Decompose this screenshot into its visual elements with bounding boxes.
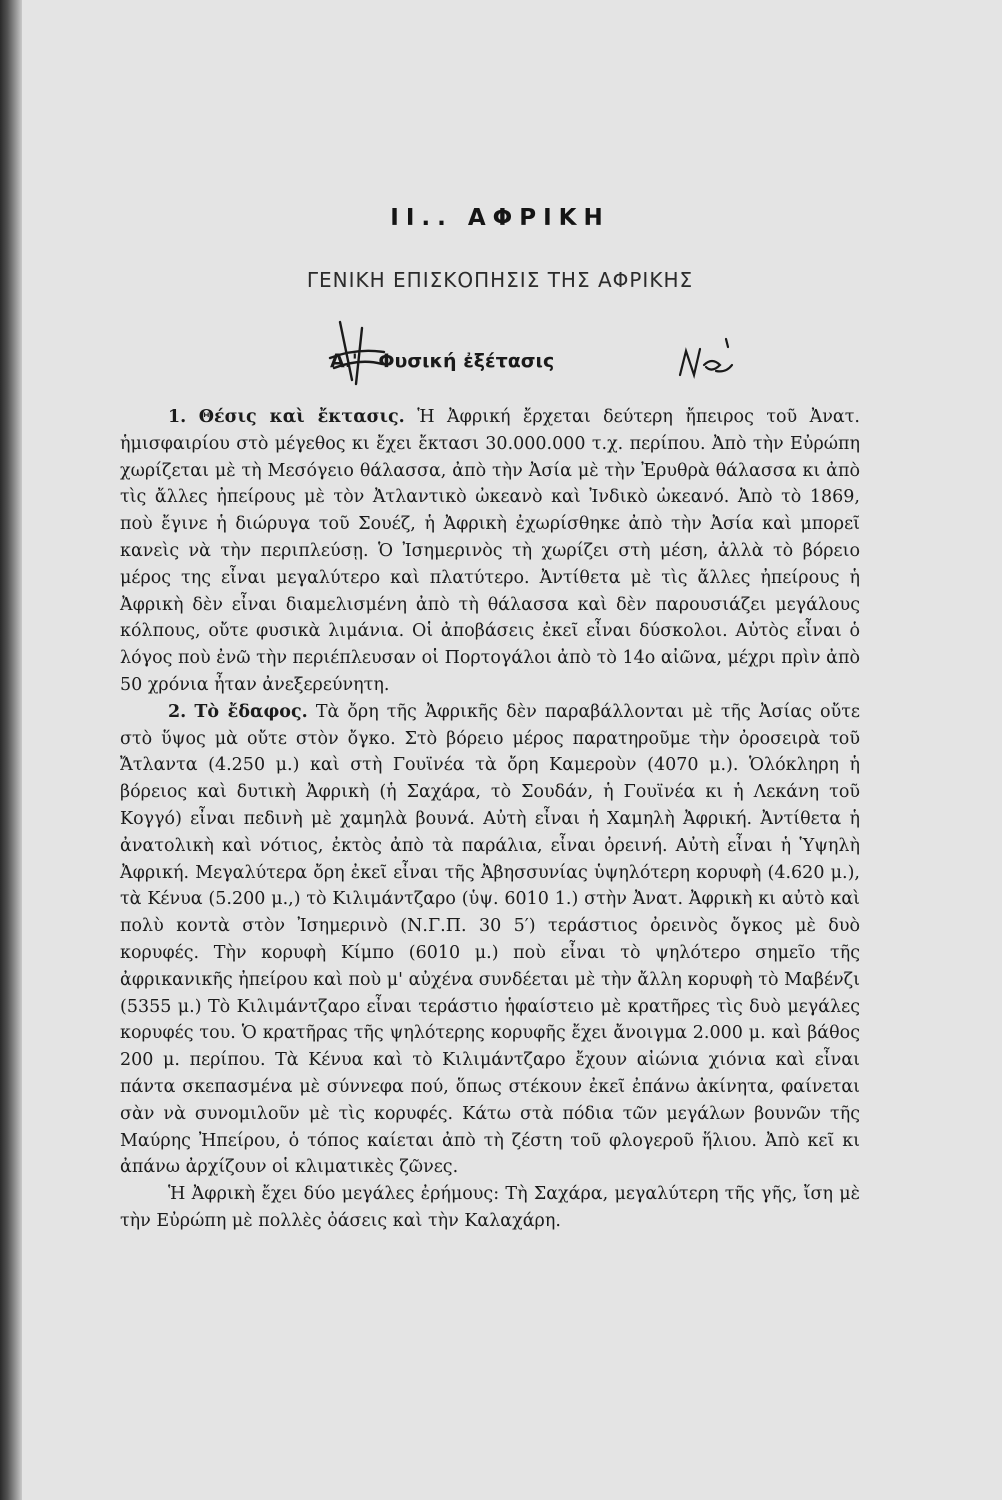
paragraph-heading: Τὸ ἔδαφος.	[194, 701, 308, 722]
chapter-title: ΙΙ.. ΑΦΡΙΚΗ	[390, 205, 610, 231]
paragraph-text: Ἡ Ἀφρική ἔρχεται δεύτερη ἤπειρος τοῦ Ἀνατ. ἡμισφαιρίου στὸ μέγεθος κι ἔχει ἔκτασι 30.000.000 τ.χ. περίπου. Ἀπὸ τὴν Εὐρώπη χωρίζεται μὲ τὴ Μεσόγειο θάλασσα, ἀπὸ τὴν Ἀσία μὲ τὴν Ἐρυθρὰ θάλασσα κι ἀπὸ τὶς ἄλλες ἠπείρους μὲ τὸν Ἀτλαντικὸ ὠκεανὸ καὶ Ἰνδικὸ ὠκεανό. Ἀπὸ τὸ 1869, ποὺ ἔγινε ἡ διώρυγα τοῦ Σουέζ, ἡ Ἀφρικὴ ἐχωρίσθηκε ἀπὸ τὴν Ἀσία καὶ μπορεῖ κανεὶς νὰ τὴν περιπλεύσῃ. Ὁ Ἰσημερινὸς τὴ χωρίζει στὴ μέση, ἀλλὰ τὸ βόρειο μέρος της εἶναι μεγαλύτερο καὶ πλατύτερο. Ἀντίθετα μὲ τὶς ἄλλες ἠπείρους ἡ Ἀφρικὴ δὲν εἶναι διαμελισμένη ἀπὸ τὴ θάλασσα καὶ δὲν παρουσιάζει μεγάλους κόλπους, οὔτε φυσικὰ λιμάνια. Οἱ ἀποβάσεις ἐκεῖ εἶναι δύσκολοι. Αὐτὸς εἶναι ὁ λόγος ποὺ ἐνῶ τὴν περιέπλευσαν οἱ Πορτογάλοι ἀπὸ τὸ 14ο αἰῶνα, μέχρι πρὶν ἀπὸ 50 χρόνια ἦταν ἀνεξερεύνητη.	[120, 407, 860, 695]
handwritten-note-icon	[676, 335, 736, 385]
paragraph-heading: Θέσις καὶ ἔκτασις.	[198, 407, 405, 427]
paragraph-deserts	[120, 1181, 860, 1235]
paragraph-number: 2.	[168, 701, 187, 722]
paragraph-text: Ἡ Ἀφρικὴ ἔχει δύο μεγάλες ἐρήμους: Τὴ Σαχάρα, μεγαλύτερη τῆς γῆς, ἴση μὲ τὴν Εὐρώπη μὲ πολλὲς ὀάσεις καὶ τὴν Καλαχάρη.	[120, 1184, 860, 1231]
paragraph-number: 1.	[168, 407, 187, 427]
body-text	[120, 404, 860, 1235]
paragraph-terrain	[120, 699, 860, 1181]
handwritten-note: Νέα	[676, 335, 679, 336]
book-spine-shadow	[0, 0, 22, 1500]
section-letter: Α.'	[330, 350, 358, 372]
paragraph-text: Τὰ ὄρη τῆς Ἀφρικῆς δὲν παραβάλλονται μὲ τῆς Ἀσίας οὔτε στὸ ὕψος μὰ οὔτε στὸν ὄγκο. Στὸ βόρειο μέρος παρατηροῦμε τὴν ὀροσειρὰ τοῦ Ἄτλαντα (4.250 μ.) καὶ στὴ Γουϊνέα τὰ ὄρη Καμεροὺν (4070 μ.). Ὁλόκληρη ἡ βόρειος καὶ δυτικὴ Ἀφρικὴ (ἡ Σαχάρα, τὸ Σουδάν, ἡ Γουϊνέα κι ἡ Λεκάνη τοῦ Κογγό) εἶναι πεδινὴ μὲ χαμηλὰ βουνά. Αὐτὴ εἶναι ἡ Χαμηλὴ Ἀφρική. Ἀντίθετα ἡ ἀνατολικὴ καὶ νότιος, ἐκτὸς ἀπὸ τὰ παράλια, εἶναι ὀρεινή. Αὐτὴ εἶναι ἡ Ὑψηλὴ Ἀφρική. Μεγαλύτερα ὄρη ἐκεῖ εἶναι τῆς Ἀβησσυνίας ὑψηλότερη κορυφὴ (4.620 μ.), τὰ Κένυα (5.200 μ.,) τὸ Κιλιμάντζαρο (ὑψ. 6010 1.) στὴν Ἀνατ. Ἀφρικὴ κι αὐτὸ καὶ πολὺ κοντὰ στὸν Ἰσημερινὸ (Ν.Γ.Π. 30 5′) τεράστιος ὀρεινὸς ὄγκος μὲ δυὸ κορυφές. Τὴν κορυφὴ Κίμπο (6010 μ.) ποὺ εἶναι τὸ ψηλότερο σημεῖο τῆς ἀφρικανικῆς ἠπείρου καὶ ποὺ μ' αὐχένα συνδέεται μὲ τὴν ἄλλη κορυφὴ τὸ Μαβένζι (5355 μ.) Τὸ Κιλιμάντζαρο εἶναι τεράστιο ἡφαίστειο μὲ κρατῆρες τὶς δυὸ μεγάλες κορυφές του. Ὁ κρατῆρας τῆς ψηλότερης κορυφῆς ἔχει ἄνοιγμα 2.000 μ. καὶ βάθος 200 μ. περίπου. Τὰ Κένυα καὶ τὸ Κιλιμάντζαρο ἔχουν αἰώνια χιόνια καὶ εἶναι πάντα σκεπασμένα μὲ σύννεφα πού, ὅπως στέκουν ἐκεῖ ἐπάνω ἀκίνητα, φαίνεται σὰν νὰ συνομιλοῦν μὲ τὶς κορυφές. Κάτω στὰ πόδια τῶν μεγάλων βουνῶν τῆς Μαύρης Ἠπείρου, ὁ τόπος καίεται ἀπὸ τὴ ζέστη τοῦ φλογεροῦ ἥλιου. Ἀπὸ κεῖ κι ἀπάνω ἀρχίζουν οἱ κλιματικὲς ζῶνες.	[120, 701, 860, 1178]
section-heading	[330, 350, 710, 372]
section-title: Φυσική ἐξέτασις	[378, 350, 555, 372]
paragraph-position	[120, 404, 860, 699]
chapter-subtitle: ΓΕΝΙΚΗ ΕΠΙΣΚΟΠΗΣΙΣ ΤΗΣ ΑΦΡΙΚΗΣ	[306, 268, 694, 292]
